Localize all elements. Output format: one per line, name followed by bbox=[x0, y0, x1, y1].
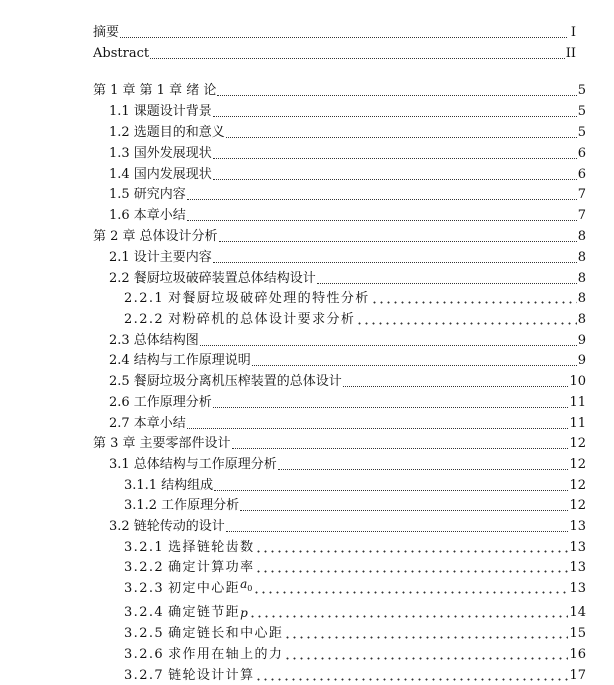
toc-entry-number: 3.2.6 bbox=[124, 647, 165, 662]
dot-leader bbox=[213, 158, 577, 159]
toc-entry-title: 确定链长和中心距 bbox=[168, 626, 284, 641]
dot-leader bbox=[356, 322, 576, 325]
toc-entry-title: 确定计算功率 bbox=[168, 560, 255, 575]
toc-entry-title: 国内发展现状 bbox=[133, 167, 212, 182]
toc-entry-number: 1.5 bbox=[109, 187, 130, 202]
toc-entry-number: 3.1.2 bbox=[124, 498, 158, 513]
toc-entry-page: 6 bbox=[577, 146, 586, 161]
toc-entry[interactable] bbox=[124, 577, 586, 597]
toc-entry-number: 1.4 bbox=[109, 167, 130, 182]
toc-entry-title: 课题设计背景 bbox=[133, 104, 212, 119]
toc-entry[interactable] bbox=[124, 477, 586, 494]
toc-entry-title: 选题目的和意义 bbox=[133, 125, 225, 140]
dot-leader bbox=[343, 386, 569, 387]
toc-entry-number: 1.6 bbox=[109, 208, 130, 223]
toc-entry-number: 第 1 章 bbox=[93, 83, 136, 98]
toc-entry-title: 总体设计分析 bbox=[139, 229, 218, 244]
dot-leader bbox=[255, 550, 568, 553]
toc-entry-number: 2.4 bbox=[109, 353, 130, 368]
dot-leader bbox=[217, 95, 576, 96]
toc-entry-number: 2.7 bbox=[109, 416, 130, 431]
toc-entry-page: 13 bbox=[569, 540, 586, 555]
toc-entry[interactable] bbox=[124, 625, 586, 642]
toc-entry-page: 8 bbox=[577, 312, 586, 327]
toc-entry-number: 2.2.1 bbox=[124, 291, 165, 306]
toc-entry[interactable] bbox=[109, 166, 586, 183]
toc-entry[interactable] bbox=[109, 207, 586, 224]
toc-entry-page: 12 bbox=[569, 478, 586, 493]
toc-entry-page: 7 bbox=[577, 208, 586, 223]
toc-entry-page: 12 bbox=[569, 457, 586, 472]
dot-leader bbox=[317, 283, 577, 284]
toc-entry-page: 7 bbox=[577, 187, 586, 202]
dot-leader bbox=[150, 58, 565, 59]
dot-leader bbox=[219, 241, 577, 242]
toc-entry-page: 6 bbox=[577, 167, 586, 182]
toc-entry-title: 餐厨垃圾分离机压榨装置的总体设计 bbox=[133, 374, 342, 389]
dot-leader bbox=[187, 199, 577, 200]
toc-entry-title: 本章小结 bbox=[133, 208, 186, 223]
toc-entry-title: Abstract bbox=[93, 46, 150, 61]
toc-entry[interactable] bbox=[124, 646, 586, 663]
toc-entry-page: 12 bbox=[569, 436, 586, 451]
toc-entry-page: 13 bbox=[569, 581, 586, 596]
toc-entry-page: I bbox=[570, 25, 576, 40]
dot-leader bbox=[284, 657, 568, 660]
dot-leader bbox=[213, 407, 569, 408]
toc-entry[interactable] bbox=[124, 497, 586, 514]
dot-leader bbox=[213, 116, 577, 117]
toc-entry-number: 3.2 bbox=[109, 519, 130, 534]
toc-entry-title: 链轮传动的设计 bbox=[133, 519, 225, 534]
toc-entry-page: 11 bbox=[569, 416, 586, 431]
dot-leader bbox=[232, 448, 569, 449]
toc-entry-page: 14 bbox=[569, 605, 586, 620]
toc-entry[interactable] bbox=[109, 373, 586, 390]
toc-entry-title: 主要零部件设计 bbox=[139, 436, 231, 451]
toc-entry[interactable] bbox=[124, 604, 586, 621]
toc-entry[interactable] bbox=[124, 290, 586, 307]
dot-leader bbox=[187, 220, 577, 221]
toc-entry-number: 3.2.5 bbox=[124, 626, 165, 641]
toc-entry-title: 第 1 章 绪 论 bbox=[139, 83, 217, 98]
dot-leader bbox=[226, 137, 577, 138]
toc-entry[interactable] bbox=[109, 249, 586, 266]
dot-leader bbox=[249, 615, 569, 618]
toc-entry-title: 选择链轮齿数 bbox=[168, 540, 255, 555]
toc-entry[interactable] bbox=[109, 352, 586, 369]
toc-entry-title: 摘要 bbox=[93, 25, 120, 40]
toc-entry-number: 2.2.2 bbox=[124, 312, 165, 327]
toc-entry[interactable] bbox=[93, 24, 576, 41]
toc-entry-title: 国外发展现状 bbox=[133, 146, 212, 161]
toc-entry-number: 1.2 bbox=[109, 125, 130, 140]
math-symbol: p bbox=[240, 606, 248, 620]
toc-entry[interactable] bbox=[124, 667, 586, 684]
toc-entry-number: 1.3 bbox=[109, 146, 130, 161]
math-symbol bbox=[240, 576, 252, 597]
toc-entry-number: 1.1 bbox=[109, 104, 130, 119]
toc-entry-number: 2.3 bbox=[109, 333, 130, 348]
toc-entry[interactable] bbox=[109, 270, 586, 287]
toc-entry-number: 3.1.1 bbox=[124, 478, 158, 493]
toc-entry[interactable] bbox=[109, 394, 586, 411]
toc-entry-page: 9 bbox=[577, 353, 586, 368]
dot-leader bbox=[255, 678, 568, 681]
dot-leader bbox=[371, 301, 577, 304]
toc-entry[interactable] bbox=[93, 45, 576, 62]
dot-leader bbox=[252, 365, 577, 366]
toc-entry-number: 第 3 章 bbox=[93, 436, 136, 451]
toc-entry-page: 16 bbox=[569, 647, 586, 662]
toc-entry-page: 17 bbox=[569, 668, 586, 683]
toc-entry-title: 本章小结 bbox=[133, 416, 186, 431]
toc-entry-number: 2.1 bbox=[109, 250, 130, 265]
toc-entry-title: 结构与工作原理说明 bbox=[133, 353, 251, 368]
toc-entry-page: 8 bbox=[577, 271, 586, 286]
toc-entry[interactable] bbox=[109, 186, 586, 203]
dot-leader bbox=[200, 345, 577, 346]
toc-entry-number: 2.5 bbox=[109, 374, 130, 389]
toc-entry-page: 15 bbox=[569, 626, 586, 641]
toc-entry-number: 2.2 bbox=[109, 271, 130, 286]
toc-entry-number: 3.2.1 bbox=[124, 540, 165, 555]
symbol-a: a bbox=[240, 577, 248, 591]
toc-entry-page: 8 bbox=[577, 250, 586, 265]
toc-entry-page: 9 bbox=[577, 333, 586, 348]
toc-entry-number: 3.2.7 bbox=[124, 668, 165, 683]
toc-entry-page: 5 bbox=[577, 104, 586, 119]
toc-entry-page: 10 bbox=[569, 374, 586, 389]
toc-entry-page: 8 bbox=[577, 291, 586, 306]
toc-entry[interactable] bbox=[124, 311, 586, 328]
toc-entry-page: 12 bbox=[569, 498, 586, 513]
toc-entry-page: II bbox=[565, 46, 576, 61]
toc-entry[interactable] bbox=[124, 539, 586, 556]
toc-entry-title: 对粉碎机的总体设计要求分析 bbox=[168, 312, 356, 327]
toc-entry-title: 工作原理分析 bbox=[161, 498, 240, 513]
toc-entry-title: 对餐厨垃圾破碎处理的特性分析 bbox=[168, 291, 370, 306]
toc-entry[interactable] bbox=[109, 124, 586, 141]
toc-entry-page: 13 bbox=[569, 560, 586, 575]
toc-entry-title: 研究内容 bbox=[133, 187, 186, 202]
dot-leader bbox=[120, 37, 567, 38]
toc-entry-title: 总体结构与工作原理分析 bbox=[133, 457, 277, 472]
toc-entry-page: 5 bbox=[577, 125, 586, 140]
toc-entry[interactable] bbox=[109, 332, 586, 349]
toc-entry-page: 5 bbox=[577, 83, 586, 98]
dot-leader bbox=[253, 591, 568, 594]
toc-entry[interactable] bbox=[109, 145, 586, 162]
dot-leader bbox=[226, 531, 569, 532]
toc-entry-title: 工作原理分析 bbox=[133, 395, 212, 410]
dot-leader bbox=[213, 179, 577, 180]
dot-leader bbox=[187, 428, 569, 429]
toc-entry-number: 3.2.2 bbox=[124, 560, 165, 575]
toc-entry[interactable] bbox=[93, 435, 586, 452]
toc-entry-number: 3.1 bbox=[109, 457, 130, 472]
dot-leader bbox=[284, 636, 568, 639]
toc-entry-title: 总体结构图 bbox=[133, 333, 199, 348]
toc-entry[interactable] bbox=[109, 456, 586, 473]
toc-entry-number: 第 2 章 bbox=[93, 229, 136, 244]
toc-entry-title: 链轮设计计算 bbox=[168, 668, 255, 683]
toc-entry-title: 初定中心距 bbox=[168, 581, 241, 596]
toc-entry-page: 11 bbox=[569, 395, 586, 410]
toc-entry-title: 餐厨垃圾破碎装置总体结构设计 bbox=[133, 271, 316, 286]
symbol-subscript: 0 bbox=[247, 584, 253, 593]
toc-entry-title: 设计主要内容 bbox=[133, 250, 212, 265]
toc-entry-page: 8 bbox=[577, 229, 586, 244]
dot-leader bbox=[213, 262, 577, 263]
toc-entry[interactable] bbox=[109, 415, 586, 432]
dot-leader bbox=[278, 469, 569, 470]
toc-entry-number: 3.2.3 bbox=[124, 581, 165, 596]
toc-entry[interactable] bbox=[93, 82, 586, 99]
toc-entry[interactable] bbox=[109, 103, 586, 120]
toc-entry[interactable] bbox=[93, 228, 586, 245]
toc-entry-title: 确定链节距 bbox=[168, 605, 241, 620]
toc-entry-number: 3.2.4 bbox=[124, 605, 165, 620]
toc-entry-title: 求作用在轴上的力 bbox=[168, 647, 284, 662]
toc-entry[interactable] bbox=[124, 559, 586, 576]
dot-leader bbox=[255, 570, 568, 573]
toc-entry-title: 结构组成 bbox=[161, 478, 214, 493]
dot-leader bbox=[214, 490, 568, 491]
toc-entry-number: 2.6 bbox=[109, 395, 130, 410]
toc-entry-page: 13 bbox=[569, 519, 586, 534]
toc-entry[interactable] bbox=[109, 518, 586, 535]
dot-leader bbox=[240, 510, 568, 511]
